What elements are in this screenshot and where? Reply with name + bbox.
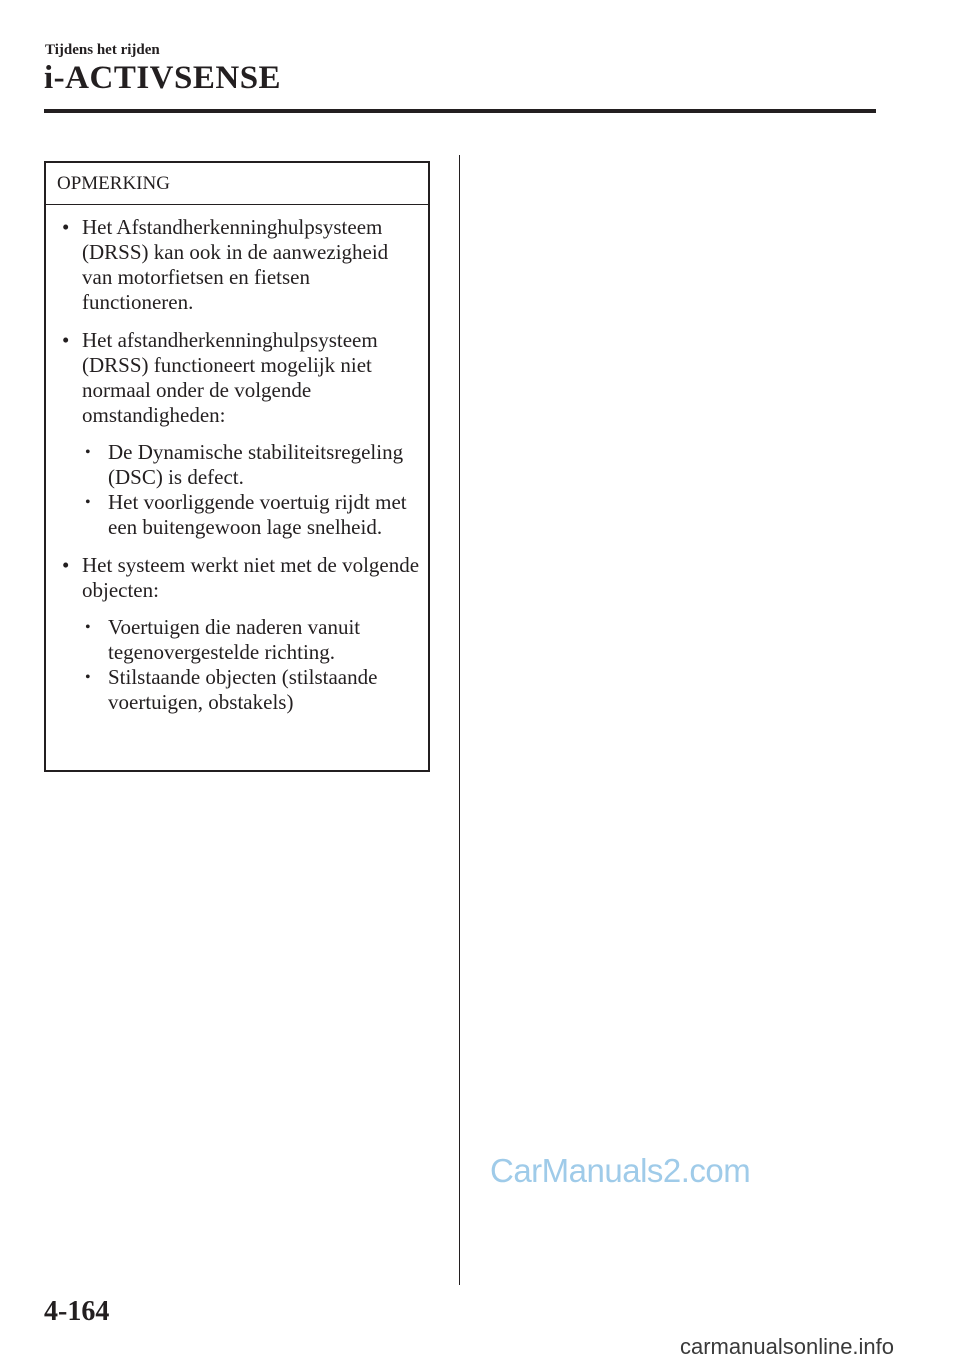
note-box	[44, 161, 430, 772]
note-heading: OPMERKING	[46, 163, 428, 205]
section-title: i-ACTIVSENSE	[44, 60, 282, 96]
sub-list-item	[82, 665, 420, 715]
bullet-icon: •	[85, 669, 91, 686]
bullet-icon: •	[62, 553, 70, 577]
list-item	[62, 215, 420, 315]
watermark-logo: CarManuals2.com	[490, 1152, 751, 1189]
list-item-text: Het Afstandherkenninghulpsysteem (DRSS) kan ook in de aanwezigheid van motorfietsen en fietsen functioneren.	[82, 215, 389, 314]
sub-list	[82, 440, 420, 540]
footer-site: carmanualsonline.info	[680, 1334, 895, 1359]
bullet-icon: •	[85, 494, 91, 511]
list-item-text: Het systeem werkt niet met de volgende objecten:	[82, 553, 420, 602]
header-rule	[44, 109, 876, 113]
page-number: 4-164	[44, 1296, 110, 1327]
column-divider	[459, 155, 460, 1285]
bullet-icon: •	[85, 619, 91, 636]
sub-list-item-text: De Dynamische stabiliteitsregeling (DSC) is defect.	[108, 440, 404, 489]
running-head: Tijdens het rijden	[45, 42, 160, 58]
sub-list	[82, 615, 420, 715]
sub-list-item	[82, 490, 420, 540]
sub-list-item	[82, 615, 420, 665]
list-item	[62, 328, 420, 540]
sub-list-item-text: Stilstaande objecten (stilstaande voertuigen, obstakels)	[108, 665, 378, 714]
bullet-icon: •	[85, 444, 91, 461]
sub-list-item-text: Het voorliggende voertuig rijdt met een buitengewoon lage snelheid.	[108, 490, 407, 539]
list-item	[62, 553, 420, 715]
list-item-text: Het afstandherkenninghulpsysteem (DRSS) functioneert mogelijk niet normaal onder de volgende omstandigheden:	[82, 328, 378, 427]
bullet-icon: •	[62, 328, 70, 352]
sub-list-item-text: Voertuigen die naderen vanuit tegenovergestelde richting.	[108, 615, 361, 664]
bullet-icon: •	[62, 215, 70, 239]
sub-list-item	[82, 440, 420, 490]
note-body	[46, 205, 428, 715]
